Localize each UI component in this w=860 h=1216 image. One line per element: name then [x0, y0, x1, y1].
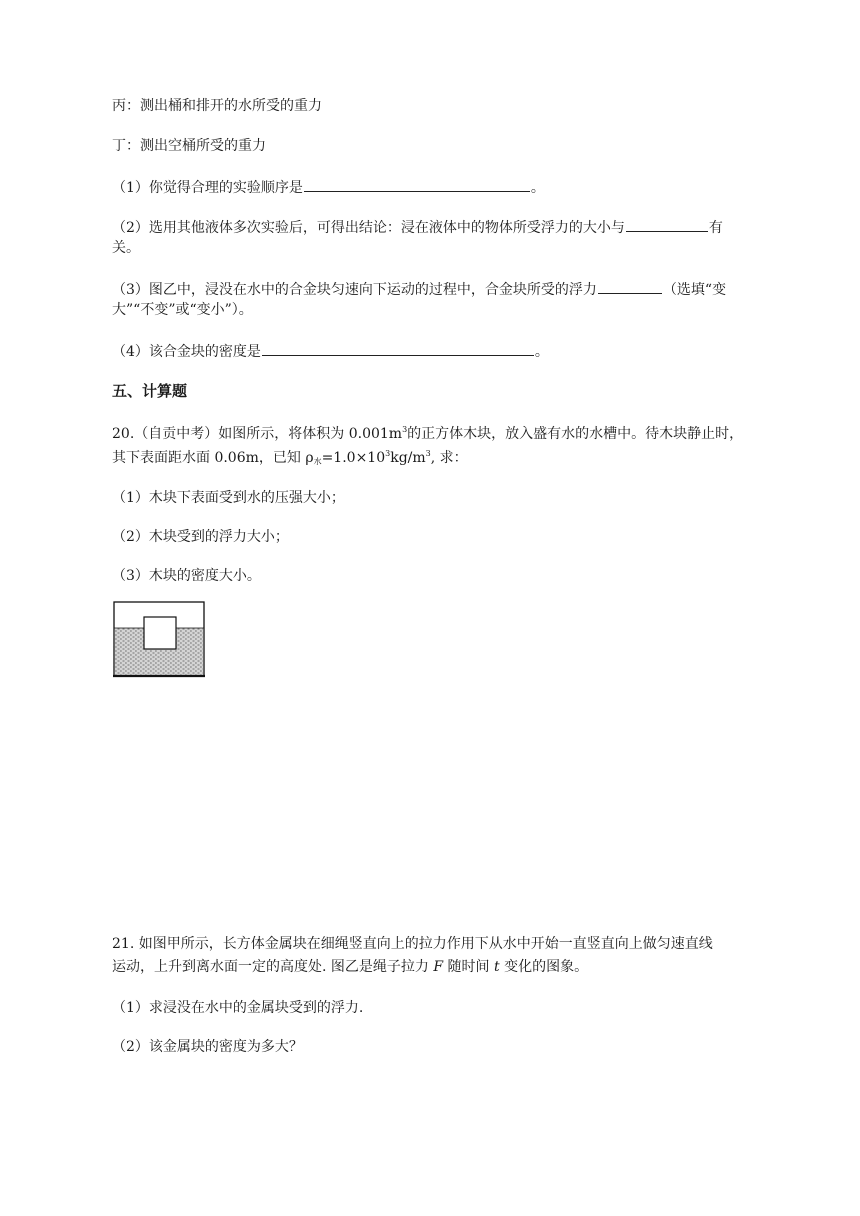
question-1-text: （1）你觉得合理的实验顺序是: [112, 180, 303, 196]
problem-20-line-1: [112, 424, 743, 444]
p21-text-b1: 运动，上升到离水面一定的高度处. 图乙是绳子拉力: [112, 959, 434, 975]
question-3: [112, 278, 726, 300]
p20-text-c: 其下表面距水面 0.06m，已知 ρ: [112, 450, 314, 466]
question-1-end: 。: [530, 180, 545, 196]
p20-sup-a: 3: [402, 425, 408, 434]
water-tank-figure: [112, 600, 208, 680]
p21-var-F: F: [433, 959, 444, 975]
p20-text-f: , 求：: [430, 450, 468, 466]
problem-21-line-2: [112, 957, 588, 977]
section-heading: 五、计算题: [112, 382, 188, 400]
question-3-continued: 大”“不变”或“变小”）。: [112, 302, 253, 318]
answer-blank-1[interactable]: [304, 176, 530, 192]
answer-blank-4[interactable]: [262, 340, 534, 356]
question-3-after: （选填“变: [662, 282, 727, 298]
problem-21-sub-2: （2）该金属块的密度为多大？: [112, 1039, 303, 1055]
problem-20-line-2: [112, 448, 468, 468]
text-line-bing: 丙：测出桶和排开的水所受的重力: [112, 98, 322, 114]
question-4-text: （4）该合金块的密度是: [112, 344, 261, 360]
wooden-block: [144, 617, 176, 649]
p21-text-b2: 随时间: [443, 959, 494, 975]
question-4: [112, 340, 549, 362]
p20-sup-d: 3: [385, 449, 391, 458]
question-3-text: （3）图乙中，浸没在水中的合金块匀速向下运动的过程中，合金块所受的浮力: [112, 282, 597, 298]
problem-20-sub-1: （1）木块下表面受到水的压强大小；: [112, 490, 345, 506]
p20-text-a: 20.（自贡中考）如图所示，将体积为 0.001m: [112, 426, 403, 442]
question-4-end: 。: [534, 344, 549, 360]
answer-blank-3[interactable]: [598, 278, 662, 294]
problem-20-sub-2: （2）木块受到的浮力大小；: [112, 529, 289, 545]
question-2: [112, 216, 723, 238]
problem-21-sub-1: （1）求浸没在水中的金属块受到的浮力.: [112, 1000, 364, 1016]
problem-20-sub-3: （3）木块的密度大小。: [112, 568, 261, 584]
problem-21-line-1: 21. 如图甲所示，长方体金属块在细绳竖直向上的拉力作用下从水中开始一直竖直向上做匀速直线: [112, 936, 713, 952]
text-line-ding: 丁：测出空桶所受的重力: [112, 138, 266, 154]
question-2-after: 有: [708, 220, 723, 236]
p21-var-t: t: [493, 959, 500, 975]
p20-sup-e: 3: [425, 449, 431, 458]
p20-text-d: =1.0×10: [321, 450, 386, 466]
answer-blank-2[interactable]: [626, 216, 708, 232]
p20-sub-water: 水: [313, 457, 322, 466]
question-1: [112, 176, 545, 198]
p20-text-b: 的正方体木块，放入盛有水的水槽中。待木块静止时，: [407, 426, 744, 442]
question-2-text: （2）选用其他液体多次实验后，可得出结论：浸在液体中的物体所受浮力的大小与: [112, 220, 625, 236]
p20-text-e: kg/m: [390, 450, 426, 466]
question-2-continued: 关。: [112, 240, 140, 256]
p21-text-b3: 变化的图象。: [499, 959, 589, 975]
